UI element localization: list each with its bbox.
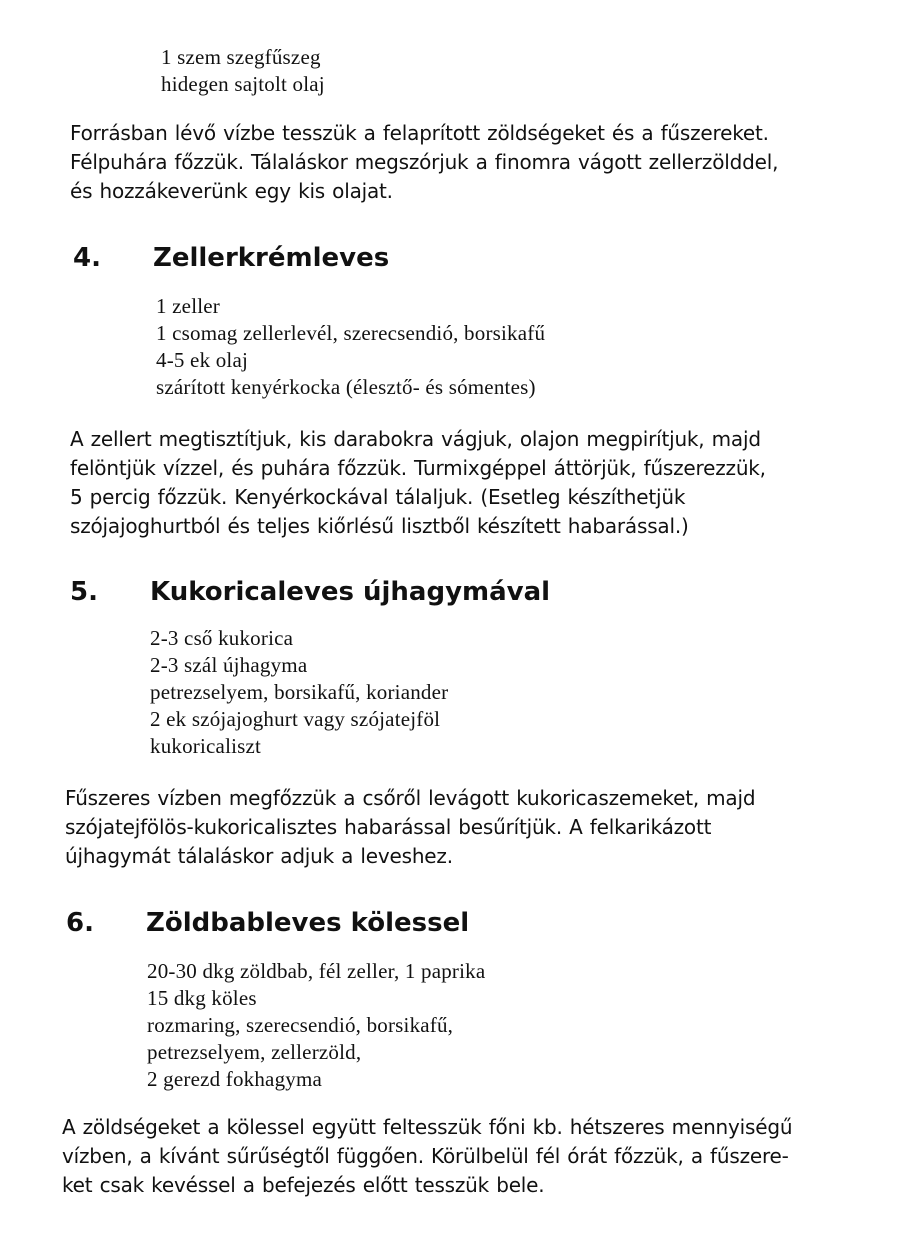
ingredient-item: 4-5 ek olaj <box>156 348 249 372</box>
ingredient-list <box>147 958 485 1093</box>
instruction-line: újhagymát tálaláskor adjuk a leveshez. <box>65 844 453 868</box>
recipe-title: Zellerkrémleves <box>153 243 390 273</box>
recipe-instructions <box>62 1113 792 1200</box>
recipe-instructions <box>65 784 755 871</box>
instruction-line: Fűszeres vízben megfőzzük a csőről levágott kukoricaszemeket, majd <box>65 786 756 810</box>
instruction-line: ket csak kevéssel a befejezés előtt tesszük bele. <box>62 1173 545 1197</box>
ingredient-item: hidegen sajtolt olaj <box>161 72 325 96</box>
recipe-instructions <box>70 425 766 541</box>
recipe-title: Zöldbableves kölessel <box>146 908 470 938</box>
recipe-number: 4. <box>73 243 101 273</box>
instruction-line: és hozzákeverünk egy kis olajat. <box>70 179 393 203</box>
instruction-line: felöntjük vízzel, és puhára főzzük. Turmixgéppel áttörjük, fűszerezzük, <box>70 456 766 480</box>
instruction-line: Forrásban lévő vízbe tesszük a felaprított zöldségeket és a fűszereket. <box>70 121 769 145</box>
ingredient-item: szárított kenyérkocka (élesztő- és sómentes) <box>156 375 536 399</box>
recipe-title: Kukoricaleves újhagymával <box>150 577 551 607</box>
ingredient-item: 15 dkg köles <box>147 986 257 1010</box>
ingredient-item: 2-3 cső kukorica <box>150 626 294 650</box>
instruction-line: szójajoghurtból és teljes kiőrlésű lisztből készített habarással.) <box>70 514 689 538</box>
ingredient-item: 2 ek szójajoghurt vagy szójatejföl <box>150 707 441 731</box>
instruction-line: 5 percig főzzük. Kenyérkockával tálaljuk. (Esetleg készíthetjük <box>70 485 686 509</box>
ingredient-item: 1 szem szegfűszeg <box>161 45 321 69</box>
recipe-number: 5. <box>70 577 98 607</box>
recipe-number: 6. <box>66 908 94 938</box>
ingredient-list <box>161 44 325 98</box>
ingredient-item: kukoricaliszt <box>150 734 262 758</box>
ingredient-item: 1 zeller <box>156 294 220 318</box>
ingredient-list <box>156 293 545 401</box>
ingredient-item: 1 csomag zellerlevél, szerecsendió, borsikafű <box>156 321 546 345</box>
instruction-line: szójatejfölös-kukoricalisztes habarással besűrítjük. A felkarikázott <box>65 815 712 839</box>
instruction-line: vízben, a kívánt sűrűségtől függően. Körülbelül fél órát főzzük, a fűszere- <box>62 1144 789 1168</box>
ingredient-item: 2-3 szál újhagyma <box>150 653 308 677</box>
recipe-instructions <box>70 119 778 206</box>
ingredient-item: petrezselyem, zellerzöld, <box>147 1040 362 1064</box>
ingredient-item: 2 gerezd fokhagyma <box>147 1067 323 1091</box>
instruction-line: A zöldségeket a kölessel együtt feltesszük főni kb. hétszeres mennyiségű <box>62 1115 793 1139</box>
instruction-line: A zellert megtisztítjuk, kis darabokra vágjuk, olajon megpirítjuk, majd <box>70 427 761 451</box>
ingredient-item: 20-30 dkg zöldbab, fél zeller, 1 paprika <box>147 959 486 983</box>
instruction-line: Félpuhára főzzük. Tálaláskor megszórjuk a finomra vágott zellerzölddel, <box>70 150 779 174</box>
ingredient-item: petrezselyem, borsikafű, koriander <box>150 680 449 704</box>
ingredient-list <box>150 625 448 760</box>
ingredient-item: rozmaring, szerecsendió, borsikafű, <box>147 1013 454 1037</box>
